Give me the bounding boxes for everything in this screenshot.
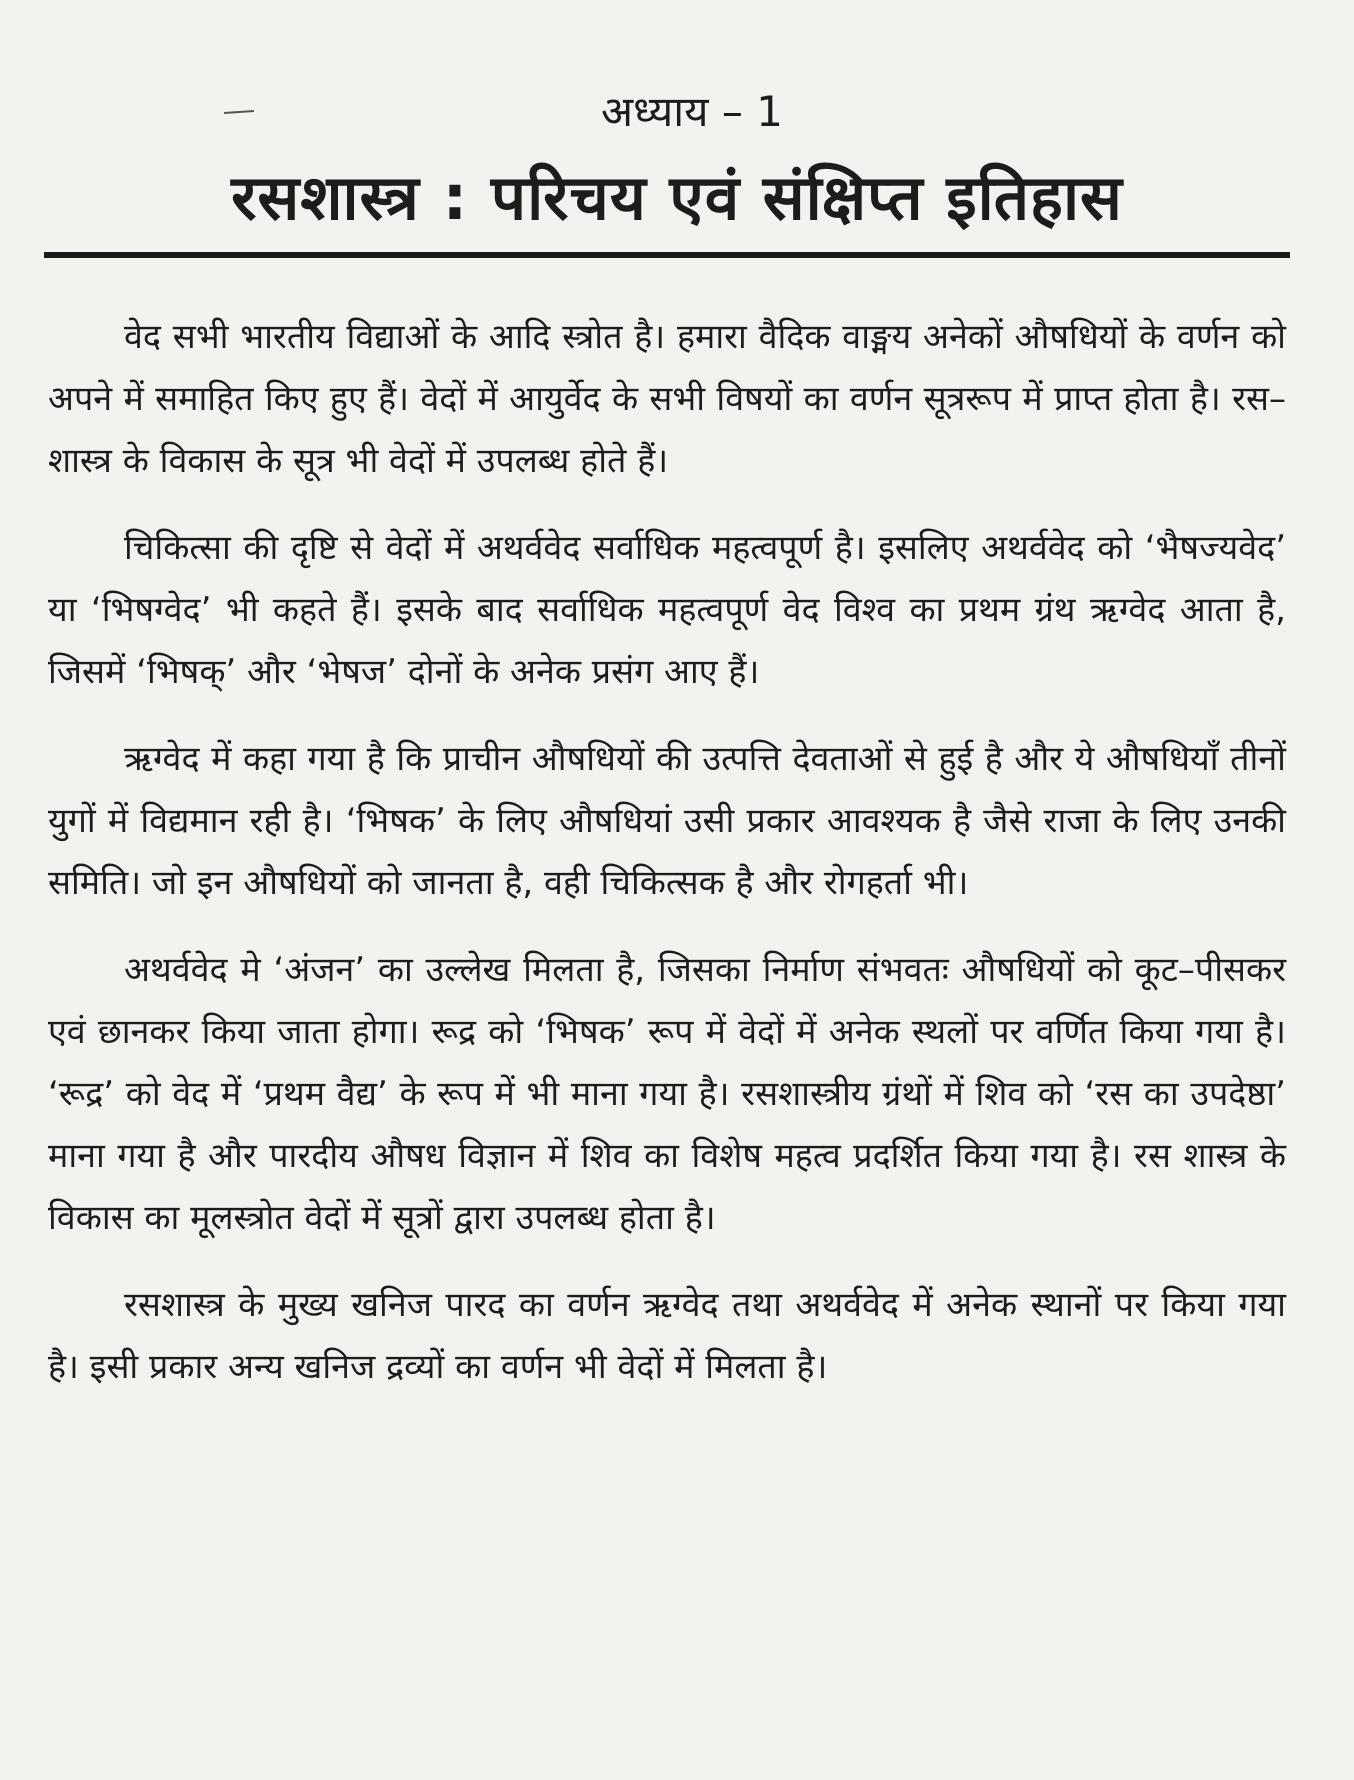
body-text [48, 306, 1286, 1423]
chapter-label: अध्याय – 1 [601, 87, 783, 136]
paragraph-2: चिकित्सा की दृष्टि से वेदों में अथर्ववेद सर्वाधिक महत्वपूर्ण है। इसलिए अथर्ववेद को ‘भैषज्यवेद’ या ‘भिषग्वेद’ भी कहते हैं। इसके बाद सर्वाधिक महत्वपूर्ण वेद विश्व का प्रथम ग्रंथ ऋग्वेद आता है, जिसमें ‘भिषक्’ और ‘भेषज’ दोनों के अनेक प्रसंग आए हैं। [48, 528, 1286, 692]
paragraph-1: वेद सभी भारतीय विद्याओं के आदि स्त्रोत है। हमारा वैदिक वाङ्मय अनेकों औषधियों के वर्णन को अपने में समाहित किए हुए हैं। वेदों में आयुर्वेद के सभी विषयों का वर्णन सूत्ररूप में प्राप्त होता है। रस–शास्त्र के विकास के सूत्र भी वेदों में उपलब्ध होते हैं। [48, 317, 1286, 481]
title-underline [44, 252, 1290, 258]
paragraph-3: ऋग्वेद में कहा गया है कि प्राचीन औषधियों की उत्पत्ति देवताओं से हुई है और ये औषधियाँ तीनों युगों में विद्यमान रही है। ‘भिषक’ के लिए औषधियां उसी प्रकार आवश्यक है जैसे राजा के लिए उनकी समिति। जो इन औषधियों को जानता है, वही चिकित्सक है और रोगहर्ता भी। [48, 739, 1286, 903]
paragraph-4: अथर्ववेद मे ‘अंजन’ का उल्लेख मिलता है, जिसका निर्माण संभवतः औषधियों को कूट–पीसकर एवं छानकर किया जाता होगा। रूद्र को ‘भिषक’ रूप में वेदों में अनेक स्थलों पर वर्णित किया गया है। ‘रूद्र’ को वेद में ‘प्रथम वैद्य’ के रूप में भी माना गया है। रसशास्त्रीय ग्रंथों में शिव को ‘रस का उपदेष्ठा’ माना गया है और पारदीय औषध विज्ञान में शिव का विशेष महत्व प्रदर्शित किया गया है। रस शास्त्र के विकास का मूलस्त्रोत वेदों में सूत्रों द्वारा उपलब्ध होता है। [48, 950, 1286, 1238]
chapter-title: रसशास्त्र : परिचय एवं संक्षिप्त इतिहास [231, 161, 1123, 234]
paragraph-5: रसशास्त्र के मुख्य खनिज पारद का वर्णन ऋग्वेद तथा अथर्ववेद में अनेक स्थानों पर किया गया है। इसी प्रकार अन्य खनिज द्रव्यों का वर्णन भी वेदों में मिलता है। [48, 1285, 1286, 1387]
